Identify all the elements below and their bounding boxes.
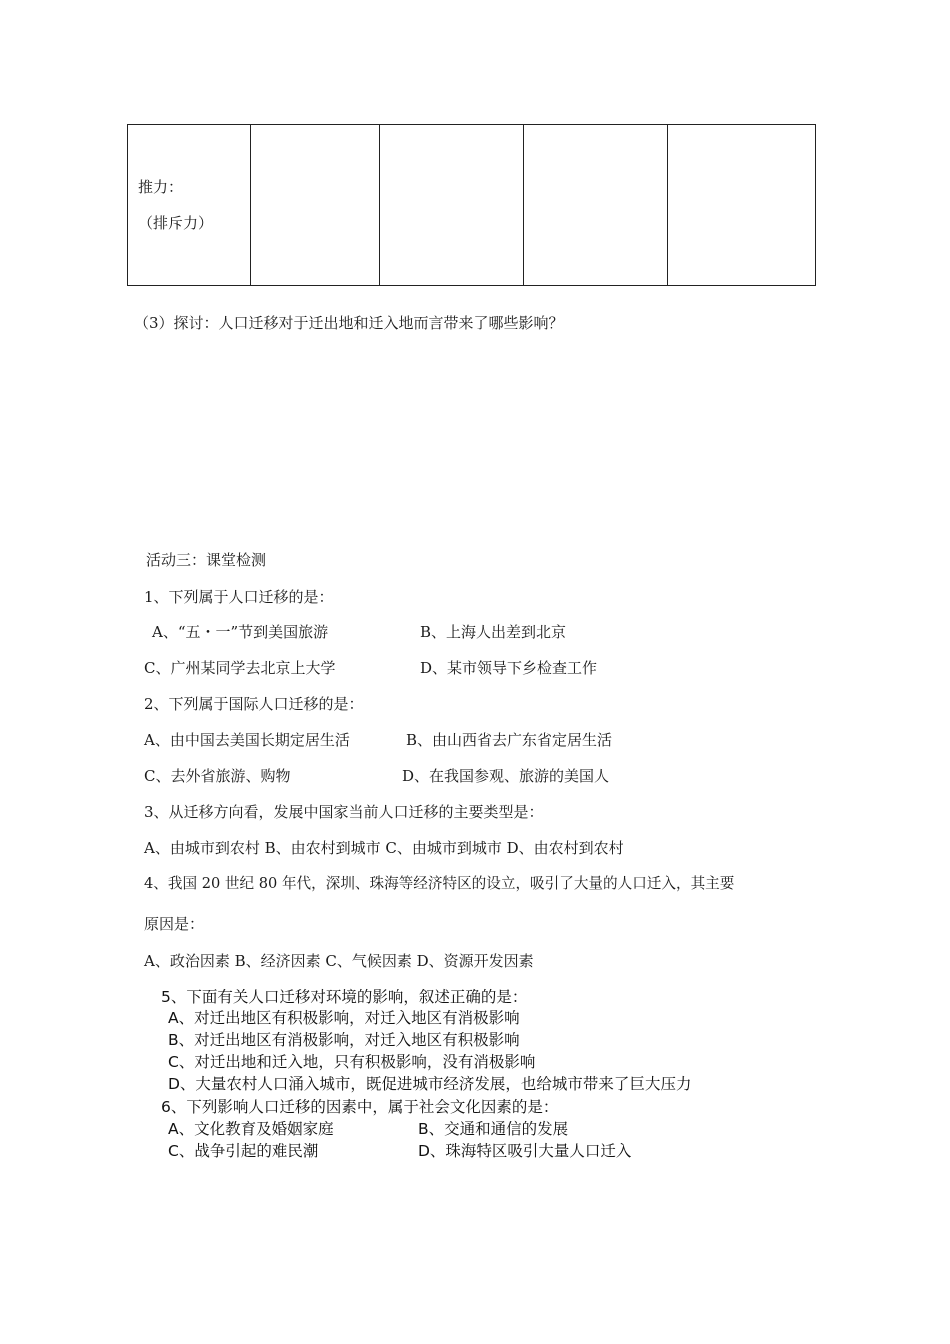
question-2: 2、下列属于国际人口迁移的是： (144, 695, 364, 713)
q6-option-a: A、文化教育及婚姻家庭 (168, 1120, 334, 1138)
table-cell[interactable] (251, 125, 380, 286)
question-6: 6、下列影响人口迁移的因素中，属于社会文化因素的是： (161, 1098, 559, 1116)
q5-option-c: C、对迁出地和迁入地，只有积极影响，没有消极影响 (168, 1053, 536, 1071)
question-5: 5、下面有关人口迁移对环境的影响，叙述正确的是： (161, 988, 528, 1006)
q2-option-d: D、在我国参观、旅游的美国人 (402, 767, 610, 785)
q2-option-b: B、由山西省去广东省定居生活 (406, 731, 613, 749)
activity3-title: 活动三：课堂检测 (146, 551, 267, 569)
row-label-line2: （排斥力） (138, 214, 214, 232)
q4-options: A、政治因素 B、经济因素 C、气候因素 D、资源开发因素 (144, 952, 534, 970)
q6-option-d: D、珠海特区吸引大量人口迁入 (418, 1142, 632, 1160)
table-cell[interactable] (668, 125, 816, 286)
table-row (128, 125, 816, 286)
q5-option-d: D、大量农村人口涌入城市，既促进城市经济发展，也给城市带来了巨大压力 (168, 1075, 692, 1093)
question-4-line2: 原因是： (144, 915, 205, 933)
q5-option-a: A、对迁出地区有积极影响，对迁入地区有消极影响 (168, 1009, 520, 1027)
question-1: 1、下列属于人口迁移的是： (144, 588, 334, 606)
q3-options: A、由城市到农村 B、由农村到城市 C、由城市到城市 D、由农村到农村 (144, 839, 624, 857)
q5-option-b: B、对迁出地区有消极影响，对迁入地区有积极影响 (168, 1031, 520, 1049)
question-4-line1: 4、我国 20 世纪 80 年代，深圳、珠海等经济特区的设立，吸引了大量的人口迁入，其主要 (144, 875, 735, 892)
q6-option-c: C、战争引起的难民潮 (168, 1142, 319, 1160)
table-cell[interactable] (524, 125, 668, 286)
question-3: 3、从迁移方向看，发展中国家当前人口迁移的主要类型是： (144, 803, 544, 821)
q1-option-c: C、广州某同学去北京上大学 (144, 659, 336, 677)
q1-option-a: A、“五・一”节到美国旅游 (152, 623, 329, 641)
table-cell[interactable] (380, 125, 524, 286)
row-label-line1: 推力： (138, 178, 184, 196)
push-factor-table (127, 124, 816, 286)
q2-option-c: C、去外省旅游、购物 (144, 767, 291, 785)
q6-option-b: B、交通和通信的发展 (418, 1120, 569, 1138)
q1-option-d: D、某市领导下乡检查工作 (420, 659, 598, 677)
discussion-question: （3）探讨：人口迁移对于迁出地和迁入地而言带来了哪些影响？ (134, 314, 564, 332)
q1-option-b: B、上海人出差到北京 (420, 623, 567, 641)
row-label (128, 125, 251, 286)
q2-option-a: A、由中国去美国长期定居生活 (144, 731, 350, 749)
